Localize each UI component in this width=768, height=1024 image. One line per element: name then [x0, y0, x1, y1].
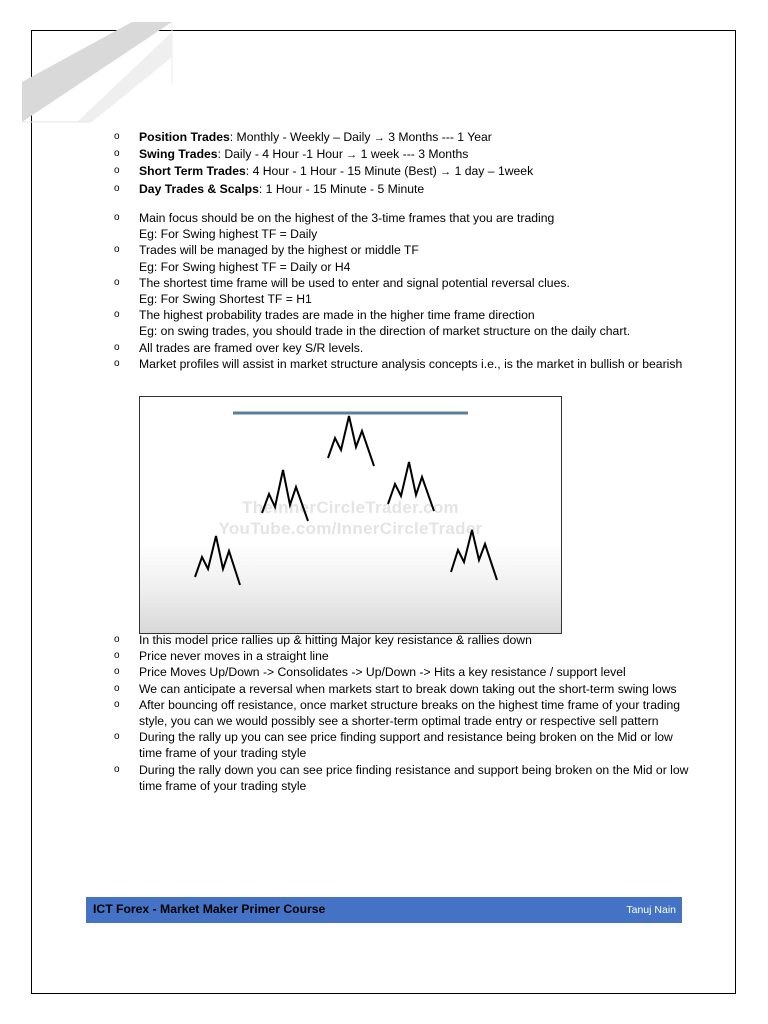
market-structure-figure: [139, 396, 562, 634]
timeframe-text: : Daily - 4 Hour -1 Hour: [217, 147, 347, 162]
note-text: Price never moves in a straight line: [139, 649, 329, 664]
list-item: [110, 181, 690, 197]
notes-list: [110, 632, 690, 794]
corner-decoration: [22, 22, 182, 127]
swing-peak: [451, 530, 497, 580]
rule-text: Trades will be managed by the highest or middle TF: [139, 243, 419, 258]
bullet-icon: o: [114, 131, 120, 142]
list-item: [110, 681, 690, 697]
rule-example: Eg: on swing trades, you should trade in the direction of market structure on the daily chart.: [139, 324, 631, 339]
timeframe-label: Short Term Trades: [139, 164, 246, 179]
list-item: [110, 340, 690, 356]
bullet-icon: o: [114, 182, 120, 194]
bullet-icon: o: [114, 666, 120, 678]
bullet-icon: o: [114, 634, 120, 645]
swing-peak: [388, 462, 434, 511]
list-item: [110, 275, 690, 307]
swing-peak: [328, 416, 374, 466]
list-item: [110, 697, 690, 729]
rule-text: All trades are framed over key S/R levels.: [139, 340, 364, 355]
list-item: [110, 163, 690, 180]
rule-example: Eg: For Swing highest TF = Daily: [139, 227, 318, 242]
rule-text: The shortest time frame will be used to enter and signal potential reversal clues.: [139, 275, 570, 290]
bullet-icon: o: [114, 309, 120, 321]
timeframe-tail: 1 day – 1week: [451, 164, 534, 179]
list-item: [110, 356, 690, 372]
list-item: [110, 242, 690, 274]
list-item: [110, 648, 690, 664]
timeframe-label: Swing Trades: [139, 147, 218, 162]
list-item: [110, 664, 690, 680]
list-item: [110, 762, 690, 794]
timeframe-tail: 3 Months --- 1 Year: [384, 130, 492, 144]
rule-text: Market profiles will assist in market structure analysis concepts i.e., is the market in bullish or bearish: [139, 356, 683, 371]
list-item: [110, 129, 690, 146]
bullet-icon: o: [114, 212, 120, 223]
note-text: During the rally down you can see price finding resistance and support being broken on the Mid or low time frame of your trading style: [139, 762, 689, 793]
bullet-icon: o: [114, 763, 120, 775]
bullet-icon: o: [114, 244, 120, 256]
note-text: After bouncing off resistance, once market structure breaks on the highest time frame of your trading style, you can we would possibly see a shorter-term optimal trade entry or respective sell pattern: [139, 697, 681, 729]
swing-peak: [195, 536, 240, 585]
bullet-icon: o: [114, 357, 120, 369]
page-footer: [86, 897, 682, 923]
timeframe-tail: 1 week --- 3 Months: [357, 147, 469, 162]
timeframe-text: : 1 Hour - 15 Minute - 5 Minute: [258, 181, 425, 196]
timeframe-label: Day Trades & Scalps: [139, 181, 259, 196]
note-text: During the rally up you can see price finding support and resistance being broken on the Mid or low time frame of your trading style: [139, 730, 673, 761]
arrow-right-icon: →: [346, 149, 358, 162]
arrow-right-icon: →: [440, 166, 452, 179]
rule-text: Main focus should be on the highest of the 3-time frames that you are trading: [139, 211, 555, 225]
note-text: In this model price rallies up & hitting Major key resistance & rallies down: [139, 633, 532, 647]
rule-example: Eg: For Swing Shortest TF = H1: [139, 292, 312, 307]
rules-list: [110, 210, 690, 372]
watermark-line: TheInnerCircleTrader.com: [242, 498, 459, 517]
footer-author: Tanuj Nain: [626, 904, 676, 916]
list-item: [110, 632, 690, 648]
bullet-icon: o: [114, 276, 120, 288]
list-item: [110, 210, 690, 242]
timeframe-list: [110, 129, 690, 197]
timeframe-text: : 4 Hour - 1 Hour - 15 Minute (Best): [245, 164, 441, 179]
bullet-icon: o: [114, 165, 120, 177]
arrow-right-icon: →: [373, 132, 385, 144]
bullet-icon: o: [114, 341, 120, 353]
timeframe-text: : Monthly - Weekly – Daily: [229, 130, 374, 144]
bullet-icon: o: [114, 731, 120, 743]
bullet-icon: o: [114, 650, 120, 662]
swing-peak: [262, 470, 308, 521]
price-path-drawing: [140, 397, 562, 634]
rule-example: Eg: For Swing highest TF = Daily or H4: [139, 259, 351, 274]
list-item: [110, 146, 690, 163]
note-text: We can anticipate a reversal when markets start to break down taking out the short-term swing lows: [139, 681, 677, 696]
note-text: Price Moves Up/Down -> Consolidates -> Up/Down -> Hits a key resistance / support level: [139, 665, 626, 680]
footer-title: ICT Forex - Market Maker Primer Course: [93, 902, 326, 916]
bullet-icon: o: [114, 682, 120, 694]
bullet-icon: o: [114, 698, 120, 710]
timeframe-label: Position Trades: [139, 130, 230, 144]
watermark-line: YouTube.com/InnerCircleTrader: [218, 519, 483, 538]
bullet-icon: o: [114, 148, 120, 160]
rule-text: The highest probability trades are made in the higher time frame direction: [139, 308, 535, 323]
list-item: [110, 307, 690, 339]
list-item: [110, 729, 690, 761]
